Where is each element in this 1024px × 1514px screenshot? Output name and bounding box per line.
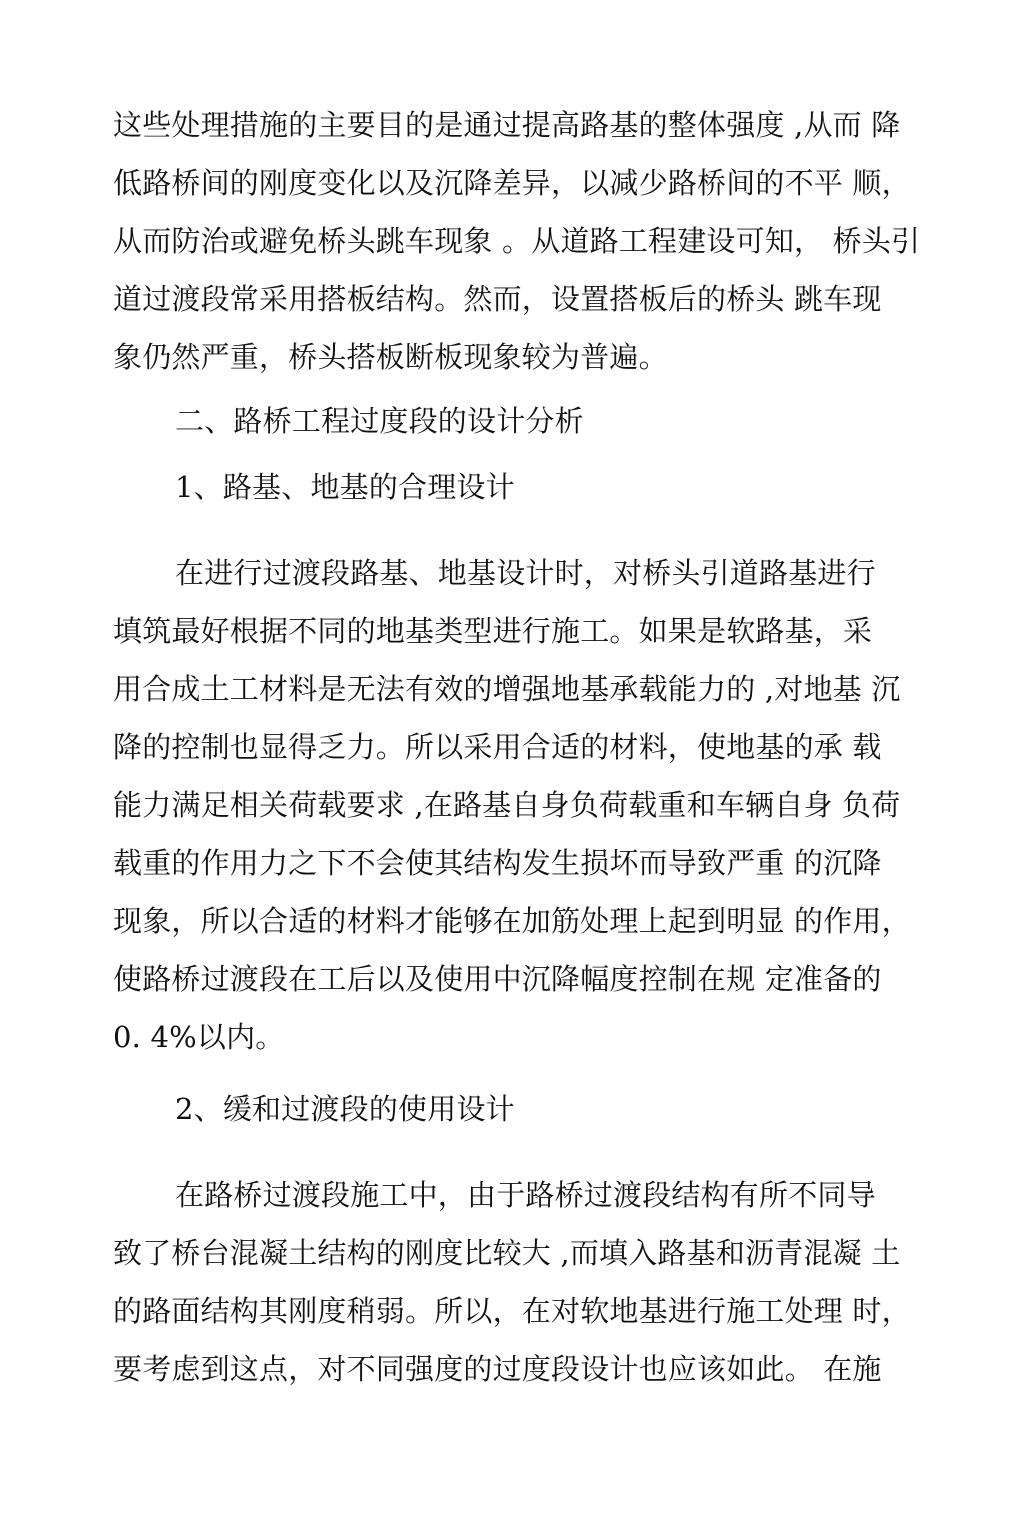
paragraph-line: 载重的作用力之下不会使其结构发生损坏而导致严重 的沉降 (113, 846, 882, 880)
paragraph-line: 要考虑到这点，对不同强度的过度段设计也应该如此。 在施 (113, 1352, 882, 1386)
subheading-2 (113, 1080, 913, 1138)
paragraph-line: 填筑最好根据不同的地基类型进行施工。如果是软路基，采 (113, 614, 873, 648)
paragraph-transition-design (113, 1166, 913, 1398)
paragraph-line: 从而防治或避免桥头跳车现象 。从道路工程建设可知， 桥头引 (113, 224, 921, 258)
paragraph-line: 低路桥间的刚度变化以及沉降差异，以减少路桥间的不平 顺， (113, 166, 911, 200)
paragraph-line: 象仍然严重，桥头搭板断板现象较为普遍。 (113, 340, 668, 374)
paragraph-line: 用合成土工材料是无法有效的增强地基承载能力的 ,对地基 沉 (113, 672, 901, 706)
paragraph-line: 致了桥台混凝土结构的刚度比较大 ,而填入路基和沥青混凝 土 (113, 1236, 901, 1270)
paragraph-line: 的路面结构其刚度稍弱。所以，在对软地基进行施工处理 时， (113, 1294, 911, 1328)
subheading-1 (113, 458, 913, 516)
paragraph-roadbed-design (113, 544, 913, 1066)
paragraph-line: 降的控制也显得乏力。所以采用合适的材料，使地基的承 载 (113, 730, 882, 764)
paragraph-line: 这些处理措施的主要目的是通过提高路基的整体强度 ,从而 降 (113, 108, 901, 142)
paragraph-line: 在路桥过渡段施工中，由于路桥过渡段结构有所不同导 (175, 1178, 876, 1212)
paragraph-line: 能力满足相关荷载要求 ,在路基自身负荷载重和车辆自身 负荷 (113, 788, 901, 822)
section-heading-2 (113, 392, 913, 450)
paragraph-line: 现象，所以合适的材料才能够在加筋处理上起到明显 的作用， (113, 904, 911, 938)
paragraph-line: 使路桥过渡段在工后以及使用中沉降幅度控制在规 定准备的 (113, 962, 882, 996)
heading-text: 2、缓和过渡段的使用设计 (175, 1092, 515, 1126)
paragraph-line: 在进行过渡段路基、地基设计时，对桥头引道路基进行 (175, 556, 876, 590)
paragraph-line: 0. 4%以内。 (113, 1020, 285, 1054)
paragraph-continued (113, 96, 921, 386)
heading-text: 1、路基、地基的合理设计 (175, 470, 515, 504)
heading-text: 二、路桥工程过度段的设计分析 (175, 404, 584, 438)
paragraph-line: 道过渡段常采用搭板结构。然而，设置搭板后的桥头 跳车现 (113, 282, 882, 316)
